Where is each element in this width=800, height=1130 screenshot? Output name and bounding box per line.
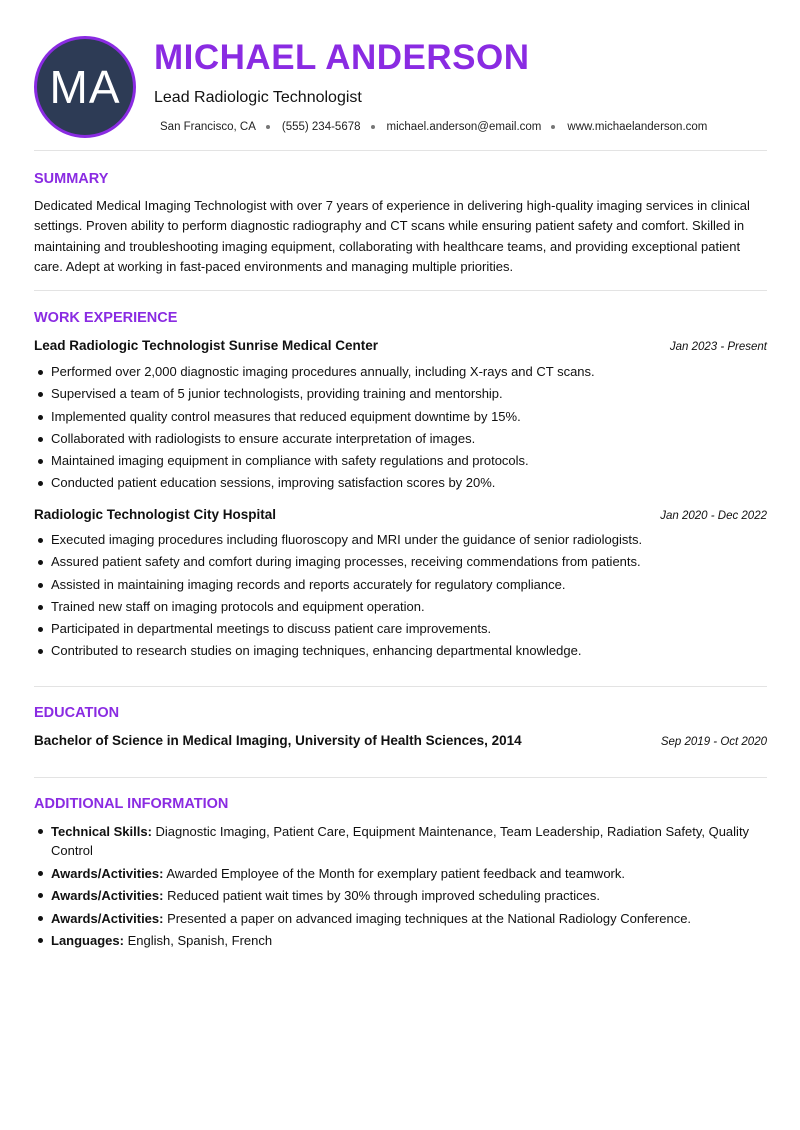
divider: [34, 777, 767, 778]
job-bullets: [34, 529, 767, 663]
job-dates: Jan 2020 - Dec 2022: [660, 510, 767, 522]
separator-dot-icon: [371, 125, 375, 129]
info-text: Diagnostic Imaging, Patient Care, Equipment Maintenance, Team Leadership, Radiation Safety, Quality Control: [51, 824, 750, 858]
list-item: Supervised a team of 5 junior technologists, providing training and mentorship.: [34, 383, 767, 405]
list-item: Maintained imaging equipment in compliance with safety regulations and protocols.: [34, 450, 767, 472]
job-header: [34, 338, 767, 353]
info-text: Presented a paper on advanced imaging techniques at the National Radiology Conference.: [163, 910, 692, 926]
section-title-education: EDUCATION: [34, 705, 120, 721]
divider: [34, 686, 767, 687]
list-item: [34, 864, 767, 883]
contact-line: [160, 121, 707, 133]
info-label: Technical Skills:: [51, 824, 152, 839]
list-item: Implemented quality control measures that reduced equipment downtime by 15%.: [34, 406, 767, 428]
separator-dot-icon: [551, 125, 555, 129]
list-item: [34, 886, 767, 905]
section-title-summary: SUMMARY: [34, 171, 109, 187]
list-item: Trained new staff on imaging protocols and equipment operation.: [34, 596, 767, 618]
avatar: [34, 36, 136, 138]
contact-website[interactable]: www.michaelanderson.com: [567, 121, 708, 133]
list-item: [34, 931, 767, 950]
job-bullets: [34, 361, 767, 495]
info-text: English, Spanish, French: [123, 933, 273, 948]
separator-dot-icon: [266, 125, 270, 129]
list-item: Participated in departmental meetings to discuss patient care improvements.: [34, 618, 767, 640]
info-text: Reduced patient wait times by 30% through improved scheduling practices.: [163, 888, 600, 903]
job-title: Radiologic Technologist City Hospital: [34, 507, 277, 522]
section-title-experience: WORK EXPERIENCE: [34, 310, 178, 326]
info-label: Awards/Activities:: [51, 910, 164, 926]
list-item: Assisted in maintaining imaging records and reports accurately for regulatory compliance.: [34, 574, 767, 596]
degree: Bachelor of Science in Medical Imaging, University of Health Sciences, 2014: [34, 733, 522, 748]
list-item: Collaborated with radiologists to ensure accurate interpretation of images.: [34, 428, 767, 450]
job-title: Lead Radiologic Technologist Sunrise Medical Center: [34, 338, 379, 353]
job-header: [34, 507, 767, 522]
contact-email[interactable]: michael.anderson@email.com: [386, 121, 542, 133]
summary-text: Dedicated Medical Imaging Technologist with over 7 years of experience in delivering high-quality imaging services in clinical settings. Proven ability to perform diagnostic radiography and CT scans while ensuring patient safety and comfort. Skilled in maintaining and troubleshooting imaging equipment, collaborating with healthcare teams, and providing exceptional patient care. Adept at working in fast-paced environments and managing multiple priorities.: [34, 198, 750, 274]
info-label: Awards/Activities:: [51, 888, 164, 903]
list-item: Executed imaging procedures including fluoroscopy and MRI under the guidance of senior radiologists.: [34, 529, 767, 551]
info-text: Awarded Employee of the Month for exemplary patient feedback and teamwork.: [163, 865, 625, 881]
divider: [34, 290, 767, 291]
contact-phone: (555) 234-5678: [281, 121, 361, 133]
candidate-name: MICHAEL ANDERSON: [154, 38, 530, 77]
list-item: Assured patient safety and comfort during imaging processes, receiving commendations from patients.: [34, 551, 767, 573]
candidate-role: Lead Radiologic Technologist: [154, 89, 362, 106]
info-label: Awards/Activities:: [51, 865, 164, 881]
list-item: Contributed to research studies on imaging techniques, enhancing departmental knowledge.: [34, 640, 767, 662]
list-item: [34, 909, 767, 928]
education-dates: Sep 2019 - Oct 2020: [660, 736, 767, 748]
education-entry: [34, 733, 767, 748]
contact-location: San Francisco, CA: [160, 121, 256, 133]
job-dates: Jan 2023 - Present: [669, 341, 767, 353]
divider: [34, 150, 767, 151]
avatar-initials: MA: [49, 61, 121, 113]
section-title-additional: ADDITIONAL INFORMATION: [34, 796, 229, 812]
list-item: Conducted patient education sessions, improving satisfaction scores by 20%.: [34, 472, 767, 494]
info-label: Languages:: [51, 933, 124, 948]
additional-info-list: [34, 822, 767, 954]
list-item: Performed over 2,000 diagnostic imaging procedures annually, including X-rays and CT scans.: [34, 361, 767, 383]
list-item: [34, 822, 767, 860]
